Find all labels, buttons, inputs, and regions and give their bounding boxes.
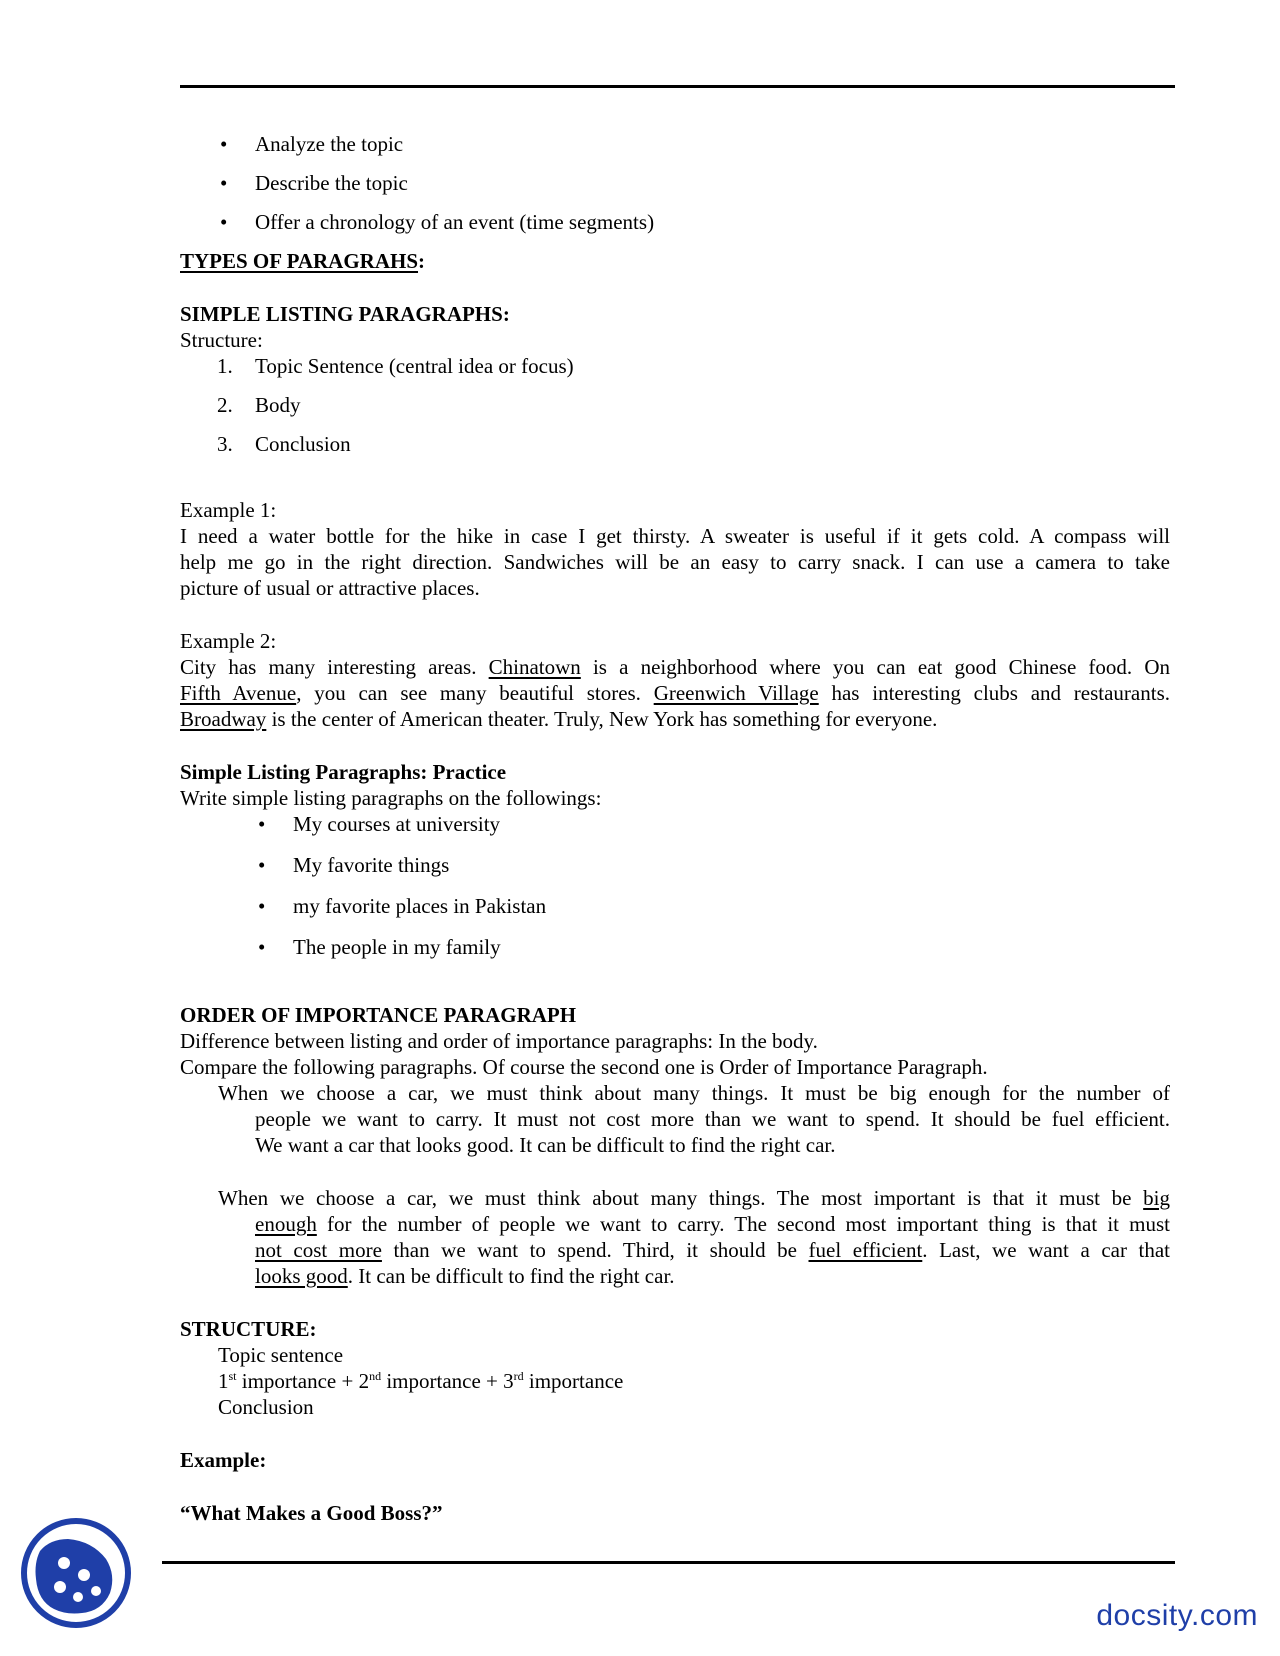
- example2-label: Example 2:: [180, 629, 277, 653]
- example1-line: picture of usual or attractive places.: [180, 576, 480, 600]
- paragraph-line: people we want to carry. It must not cost more than we want to spend. It should be fuel efficient.: [255, 1107, 1170, 1131]
- bullet-dot: •: [220, 210, 228, 234]
- order-heading: ORDER OF IMPORTANCE PARAGRAPH: [180, 1003, 577, 1027]
- bullet-item: • The people in my family: [258, 935, 501, 959]
- simple-listing-heading: SIMPLE LISTING PARAGRAPHS:: [180, 302, 510, 326]
- bullet-dot: •: [220, 171, 228, 195]
- bullet-item: • my favorite places in Pakistan: [258, 894, 547, 918]
- bullet-dot: •: [258, 935, 266, 959]
- bullet-dot: •: [258, 812, 266, 836]
- order-line: Compare the following paragraphs. Of course the second one is Order of Importance Paragraph.: [180, 1055, 988, 1079]
- example1-line: I need a water bottle for the hike in case I get thirsty. A sweater is useful if it gets cold. A compass will: [180, 524, 1170, 548]
- example-title: “What Makes a Good Boss?”: [180, 1501, 443, 1525]
- order-line: Difference between listing and order of importance paragraphs: In the body.: [180, 1029, 818, 1053]
- practice-heading: Simple Listing Paragraphs: Practice: [180, 760, 507, 784]
- numbered-item: 2. Body: [217, 393, 301, 417]
- bullet-item: • Describe the topic: [220, 171, 408, 195]
- structure-topic: Topic sentence: [218, 1343, 344, 1367]
- paragraph-line: enough for the number of people we want to carry. The second most important thing is that it must: [255, 1212, 1170, 1236]
- paragraph-line: not cost more than we want to spend. Third, it should be fuel efficient. Last, we want a car that: [255, 1238, 1170, 1262]
- example1-line: help me go in the right direction. Sandwiches will be an easy to carry snack. I can use a camera to take: [180, 550, 1170, 574]
- bottom-rule: [162, 1561, 1175, 1564]
- types-heading: TYPES OF PARAGRAHS:: [180, 249, 426, 273]
- structure-label: Structure:: [180, 328, 263, 352]
- top-rule: [180, 85, 1175, 88]
- practice-instruction: Write simple listing paragraphs on the followings:: [180, 786, 602, 810]
- example-label: Example:: [180, 1448, 267, 1472]
- example2-line: Broadway is the center of American theater. Truly, New York has something for everyone.: [180, 707, 938, 731]
- bullet-item: • Offer a chronology of an event (time segments): [220, 210, 655, 234]
- numbered-item: 3. Conclusion: [217, 432, 351, 456]
- paragraph-line: When we choose a car, we must think about many things. It must be big enough for the number of: [218, 1081, 1170, 1105]
- bullet-dot: •: [258, 853, 266, 877]
- bullet-dot: •: [220, 132, 228, 156]
- paragraph-line: looks good. It can be difficult to find the right car.: [255, 1264, 675, 1288]
- structure-conclusion: Conclusion: [218, 1395, 314, 1419]
- example2-line: Fifth Avenue, you can see many beautiful stores. Greenwich Village has interesting clubs and restaurants.: [180, 681, 1170, 705]
- numbered-item: 1. Topic Sentence (central idea or focus): [217, 354, 574, 378]
- docsity-brand-link[interactable]: docsity.com: [1096, 1599, 1258, 1632]
- bullet-item: • My courses at university: [258, 812, 501, 836]
- structure-importance: 1st importance + 2nd importance + 3rd importance: [218, 1369, 624, 1393]
- example2-line: City has many interesting areas. Chinatown is a neighborhood where you can eat good Chinese food. On: [180, 655, 1170, 679]
- bullet-item: • Analyze the topic: [220, 132, 404, 156]
- docsity-logo-icon: [20, 1517, 132, 1629]
- bullet-item: • My favorite things: [258, 853, 450, 877]
- example1-label: Example 1:: [180, 498, 277, 522]
- paragraph-line: When we choose a car, we must think about many things. The most important is that it must be big: [218, 1186, 1170, 1210]
- paragraph-line: We want a car that looks good. It can be difficult to find the right car.: [255, 1133, 836, 1157]
- bullet-dot: •: [258, 894, 266, 918]
- structure-heading: STRUCTURE:: [180, 1317, 317, 1341]
